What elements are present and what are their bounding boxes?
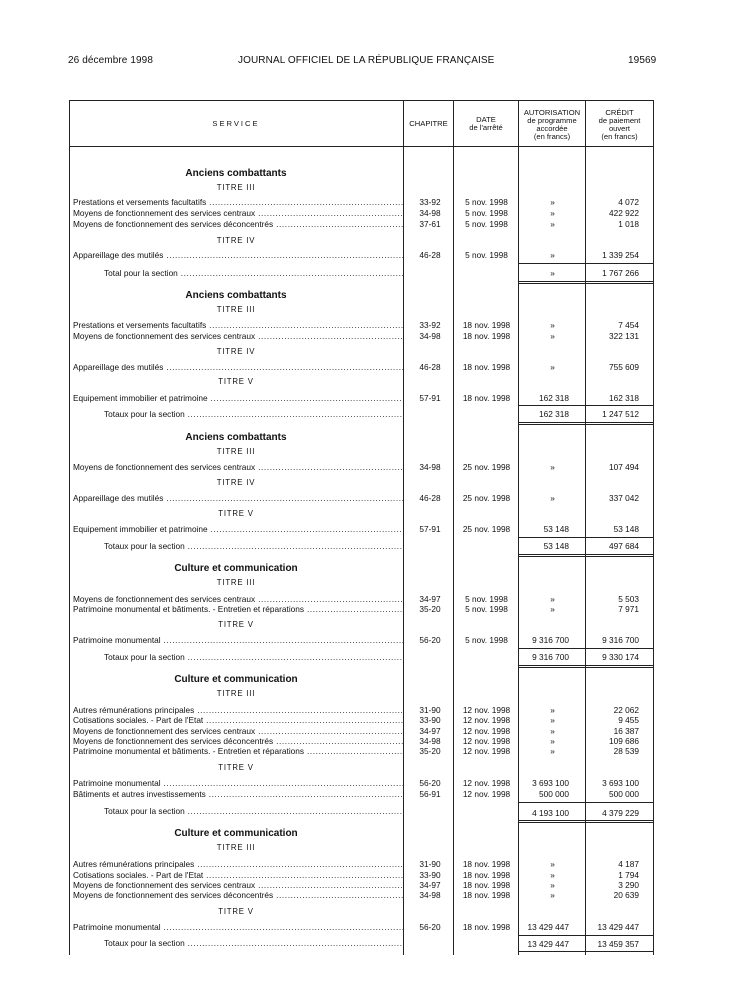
row-date: 18 nov. 1998 bbox=[462, 870, 511, 880]
row-autorisation: » bbox=[550, 890, 555, 900]
total-autorisation: 53 148 bbox=[543, 541, 569, 551]
row-date: 12 nov. 1998 bbox=[462, 789, 511, 799]
row-label: Appareillage des mutilés ..... bbox=[73, 362, 403, 372]
row-label: Moyens de fonctionnement des services centraux ..... bbox=[73, 880, 403, 890]
row-date: 25 nov. 1998 bbox=[462, 462, 511, 472]
row-autorisation: » bbox=[550, 880, 555, 890]
row-date: 18 nov. 1998 bbox=[462, 890, 511, 900]
title-heading: TITRE III bbox=[216, 578, 256, 587]
column-header-credit bbox=[586, 109, 653, 141]
title-heading: TITRE III bbox=[216, 183, 256, 192]
row-autorisation: » bbox=[550, 594, 555, 604]
row-date: 5 nov. 1998 bbox=[465, 219, 508, 229]
section-heading: Anciens combattants bbox=[185, 168, 287, 179]
subtotal-rule bbox=[519, 935, 653, 936]
row-date: 18 nov. 1998 bbox=[462, 922, 511, 932]
row-label: Equipement immobilier et patrimoine ..... bbox=[73, 524, 403, 534]
row-autorisation: » bbox=[550, 219, 555, 229]
row-autorisation: » bbox=[550, 320, 555, 330]
row-chapter: 31-90 bbox=[419, 705, 441, 715]
row-autorisation: » bbox=[550, 250, 555, 260]
row-credit: 322 131 bbox=[609, 331, 639, 341]
total-rule bbox=[519, 665, 653, 666]
table-left-rule bbox=[69, 100, 70, 955]
subtotal-rule bbox=[519, 802, 653, 803]
row-label: Bâtiments et autres investissements ..... bbox=[73, 789, 403, 799]
total-rule bbox=[519, 281, 653, 282]
row-date: 12 nov. 1998 bbox=[462, 778, 511, 788]
row-credit: 53 148 bbox=[613, 524, 639, 534]
column-header-service: SERVICE bbox=[212, 119, 260, 128]
row-autorisation: » bbox=[550, 736, 555, 746]
total-autorisation: 4 193 100 bbox=[532, 808, 569, 818]
column-header-autorisation bbox=[519, 109, 585, 141]
total-label: Totaux pour la section ..... bbox=[104, 541, 403, 551]
row-credit: 9 455 bbox=[618, 715, 639, 725]
row-label: Moyens de fonctionnement des services centraux ..... bbox=[73, 462, 403, 472]
row-chapter: 56-91 bbox=[419, 789, 441, 799]
total-autorisation: » bbox=[550, 268, 555, 278]
title-heading: TITRE III bbox=[216, 843, 256, 852]
total-credit: 1 247 512 bbox=[602, 409, 639, 419]
row-chapter: 56-20 bbox=[419, 922, 441, 932]
total-rule bbox=[519, 951, 653, 952]
row-label: Moyens de fonctionnement des services centraux ..... bbox=[73, 726, 403, 736]
row-chapter: 34-97 bbox=[419, 726, 441, 736]
total-label: Totaux pour la section ..... bbox=[104, 652, 403, 662]
row-autorisation: » bbox=[550, 715, 555, 725]
row-autorisation: 500 000 bbox=[539, 789, 569, 799]
row-chapter: 33-90 bbox=[419, 715, 441, 725]
total-credit: 4 379 229 bbox=[602, 808, 639, 818]
row-label: Equipement immobilier et patrimoine ..... bbox=[73, 393, 403, 403]
column-header-credit-line: de paiement bbox=[598, 116, 641, 125]
row-credit: 7 454 bbox=[618, 320, 639, 330]
row-label: Patrimoine monumental ..... bbox=[73, 922, 403, 932]
column-rule bbox=[585, 100, 586, 955]
total-label: Totaux pour la section ..... bbox=[104, 409, 403, 419]
row-date: 5 nov. 1998 bbox=[465, 635, 508, 645]
row-label: Autres rémunérations principales ..... bbox=[73, 705, 403, 715]
row-chapter: 34-98 bbox=[419, 736, 441, 746]
row-chapter: 34-97 bbox=[419, 594, 441, 604]
row-label: Moyens de fonctionnement des services déconcentrés ..... bbox=[73, 890, 403, 900]
row-label: Moyens de fonctionnement des services déconcentrés ..... bbox=[73, 219, 403, 229]
row-date: 12 nov. 1998 bbox=[462, 726, 511, 736]
total-rule bbox=[519, 424, 653, 425]
row-autorisation: » bbox=[550, 493, 555, 503]
row-credit: 7 971 bbox=[618, 604, 639, 614]
total-autorisation: 162 318 bbox=[539, 409, 569, 419]
total-rule bbox=[519, 554, 653, 555]
row-autorisation: 162 318 bbox=[539, 393, 569, 403]
row-credit: 9 316 700 bbox=[602, 635, 639, 645]
row-chapter: 56-20 bbox=[419, 635, 441, 645]
table-top-rule bbox=[69, 100, 654, 101]
total-credit: 9 330 174 bbox=[602, 652, 639, 662]
row-label: Appareillage des mutilés ..... bbox=[73, 250, 403, 260]
row-label: Appareillage des mutilés ..... bbox=[73, 493, 403, 503]
total-rule bbox=[519, 820, 653, 821]
table-header-rule bbox=[69, 146, 654, 147]
row-date: 12 nov. 1998 bbox=[462, 736, 511, 746]
title-heading: TITRE V bbox=[218, 377, 254, 386]
title-heading: TITRE IV bbox=[216, 478, 256, 487]
row-date: 25 nov. 1998 bbox=[462, 493, 511, 503]
row-credit: 109 686 bbox=[609, 736, 639, 746]
total-rule bbox=[519, 422, 653, 423]
row-label: Cotisations sociales. - Part de l'Etat ..... bbox=[73, 715, 403, 725]
total-rule bbox=[519, 667, 653, 668]
column-header-autorisation-line: accordée bbox=[536, 124, 568, 133]
total-label: Totaux pour la section ..... bbox=[104, 806, 403, 816]
column-header-autorisation-line: AUTORISATION bbox=[523, 108, 581, 117]
column-rule bbox=[518, 100, 519, 955]
table-right-rule bbox=[653, 100, 654, 955]
row-credit: 1 018 bbox=[618, 219, 639, 229]
row-chapter: 34-98 bbox=[419, 462, 441, 472]
row-date: 5 nov. 1998 bbox=[465, 604, 508, 614]
row-date: 18 nov. 1998 bbox=[462, 880, 511, 890]
row-date: 18 nov. 1998 bbox=[462, 393, 511, 403]
row-label: Cotisations sociales. - Part de l'Etat ..... bbox=[73, 870, 403, 880]
row-credit: 162 318 bbox=[609, 393, 639, 403]
title-heading: TITRE V bbox=[218, 509, 254, 518]
row-label: Patrimoine monumental ..... bbox=[73, 635, 403, 645]
row-autorisation: 13 429 447 bbox=[527, 922, 569, 932]
column-header-date-line: DATE bbox=[476, 115, 496, 124]
row-label: Prestations et versements facultatifs ..... bbox=[73, 197, 403, 207]
column-rule bbox=[453, 100, 454, 955]
row-chapter: 35-20 bbox=[419, 604, 441, 614]
row-chapter: 33-92 bbox=[419, 197, 441, 207]
total-rule bbox=[519, 283, 653, 284]
subtotal-rule bbox=[519, 263, 653, 264]
section-heading: Culture et communication bbox=[174, 563, 298, 574]
row-chapter: 31-90 bbox=[419, 859, 441, 869]
row-date: 12 nov. 1998 bbox=[462, 746, 511, 756]
title-heading: TITRE V bbox=[218, 907, 254, 916]
row-date: 5 nov. 1998 bbox=[465, 197, 508, 207]
row-autorisation: » bbox=[550, 870, 555, 880]
row-chapter: 46-28 bbox=[419, 250, 441, 260]
row-label: Moyens de fonctionnement des services déconcentrés ..... bbox=[73, 736, 403, 746]
total-autorisation: 13 429 447 bbox=[527, 939, 569, 949]
row-date: 25 nov. 1998 bbox=[462, 524, 511, 534]
section-heading: Culture et communication bbox=[174, 674, 298, 685]
row-credit: 5 503 bbox=[618, 594, 639, 604]
row-date: 18 nov. 1998 bbox=[462, 320, 511, 330]
title-heading: TITRE III bbox=[216, 305, 256, 314]
row-autorisation: 53 148 bbox=[543, 524, 569, 534]
total-rule bbox=[519, 822, 653, 823]
column-header-credit-line: CRÉDIT bbox=[605, 108, 634, 117]
row-chapter: 46-28 bbox=[419, 362, 441, 372]
row-autorisation: » bbox=[550, 331, 555, 341]
row-autorisation: 3 693 100 bbox=[532, 778, 569, 788]
row-chapter: 35-20 bbox=[419, 746, 441, 756]
row-chapter: 57-91 bbox=[419, 393, 441, 403]
section-heading: Culture et communication bbox=[174, 828, 298, 839]
title-heading: TITRE III bbox=[216, 689, 256, 698]
total-credit: 1 767 266 bbox=[602, 268, 639, 278]
row-date: 18 nov. 1998 bbox=[462, 859, 511, 869]
row-label: Patrimoine monumental et bâtiments. - Entretien et réparations ..... bbox=[73, 746, 403, 756]
total-credit: 13 459 357 bbox=[597, 939, 639, 949]
row-credit: 4 072 bbox=[618, 197, 639, 207]
row-autorisation: » bbox=[550, 462, 555, 472]
row-label: Moyens de fonctionnement des services centraux ..... bbox=[73, 594, 403, 604]
section-heading: Anciens combattants bbox=[185, 432, 287, 443]
row-credit: 1 339 254 bbox=[602, 250, 639, 260]
row-credit: 3 290 bbox=[618, 880, 639, 890]
column-header-autorisation-line: de programme bbox=[527, 116, 577, 125]
row-chapter: 46-28 bbox=[419, 493, 441, 503]
column-rule bbox=[403, 100, 404, 955]
row-date: 5 nov. 1998 bbox=[465, 208, 508, 218]
row-credit: 13 429 447 bbox=[597, 922, 639, 932]
row-autorisation: » bbox=[550, 197, 555, 207]
row-credit: 28 539 bbox=[613, 746, 639, 756]
row-autorisation: 9 316 700 bbox=[532, 635, 569, 645]
section-heading: Anciens combattants bbox=[185, 290, 287, 301]
total-label: Totaux pour la section ..... bbox=[104, 938, 403, 948]
row-credit: 22 062 bbox=[613, 705, 639, 715]
title-heading: TITRE III bbox=[216, 447, 256, 456]
row-chapter: 34-98 bbox=[419, 890, 441, 900]
column-header-autorisation-line: (en francs) bbox=[533, 132, 571, 141]
row-credit: 3 693 100 bbox=[602, 778, 639, 788]
row-chapter: 33-92 bbox=[419, 320, 441, 330]
row-credit: 337 042 bbox=[609, 493, 639, 503]
row-credit: 107 494 bbox=[609, 462, 639, 472]
row-chapter: 34-97 bbox=[419, 880, 441, 890]
row-autorisation: » bbox=[550, 604, 555, 614]
row-label: Patrimoine monumental ..... bbox=[73, 778, 403, 788]
row-autorisation: » bbox=[550, 705, 555, 715]
row-autorisation: » bbox=[550, 726, 555, 736]
row-chapter: 37-61 bbox=[419, 219, 441, 229]
column-header-date-line: de l'arrêté bbox=[469, 123, 503, 132]
row-date: 18 nov. 1998 bbox=[462, 331, 511, 341]
subtotal-rule bbox=[519, 405, 653, 406]
row-credit: 4 187 bbox=[618, 859, 639, 869]
row-label: Autres rémunérations principales ..... bbox=[73, 859, 403, 869]
row-credit: 755 609 bbox=[609, 362, 639, 372]
total-credit: 497 684 bbox=[609, 541, 639, 551]
row-credit: 16 387 bbox=[613, 726, 639, 736]
row-autorisation: » bbox=[550, 208, 555, 218]
row-credit: 1 794 bbox=[618, 870, 639, 880]
row-date: 5 nov. 1998 bbox=[465, 250, 508, 260]
header-date: 26 décembre 1998 bbox=[68, 55, 153, 66]
row-label: Moyens de fonctionnement des services centraux ..... bbox=[73, 208, 403, 218]
row-date: 5 nov. 1998 bbox=[465, 594, 508, 604]
row-chapter: 34-98 bbox=[419, 331, 441, 341]
row-label: Moyens de fonctionnement des services centraux ..... bbox=[73, 331, 403, 341]
row-chapter: 34-98 bbox=[419, 208, 441, 218]
row-date: 12 nov. 1998 bbox=[462, 705, 511, 715]
row-label: Prestations et versements facultatifs ..... bbox=[73, 320, 403, 330]
row-label: Patrimoine monumental et bâtiments. - Entretien et réparations ..... bbox=[73, 604, 403, 614]
total-autorisation: 9 316 700 bbox=[532, 652, 569, 662]
header-page-number: 19569 bbox=[628, 55, 657, 66]
subtotal-rule bbox=[519, 648, 653, 649]
row-credit: 500 000 bbox=[609, 789, 639, 799]
row-date: 12 nov. 1998 bbox=[462, 715, 511, 725]
column-header-date bbox=[454, 116, 518, 132]
column-header-credit-line: ouvert bbox=[608, 124, 631, 133]
row-chapter: 56-20 bbox=[419, 778, 441, 788]
title-heading: TITRE V bbox=[218, 620, 254, 629]
row-date: 18 nov. 1998 bbox=[462, 362, 511, 372]
total-rule bbox=[519, 556, 653, 557]
row-credit: 422 922 bbox=[609, 208, 639, 218]
subtotal-rule bbox=[519, 537, 653, 538]
title-heading: TITRE IV bbox=[216, 236, 256, 245]
row-chapter: 57-91 bbox=[419, 524, 441, 534]
header-journal-title: JOURNAL OFFICIEL DE LA RÉPUBLIQUE FRANÇAISE bbox=[238, 55, 495, 66]
row-chapter: 33-90 bbox=[419, 870, 441, 880]
title-heading: TITRE IV bbox=[216, 347, 256, 356]
row-autorisation: » bbox=[550, 859, 555, 869]
column-header-credit-line: (en francs) bbox=[601, 132, 638, 141]
row-autorisation: » bbox=[550, 362, 555, 372]
row-autorisation: » bbox=[550, 746, 555, 756]
row-credit: 20 639 bbox=[613, 890, 639, 900]
total-label: Total pour la section ..... bbox=[104, 268, 403, 278]
column-header-chapitre: CHAPITRE bbox=[409, 119, 448, 128]
title-heading: TITRE V bbox=[218, 763, 254, 772]
